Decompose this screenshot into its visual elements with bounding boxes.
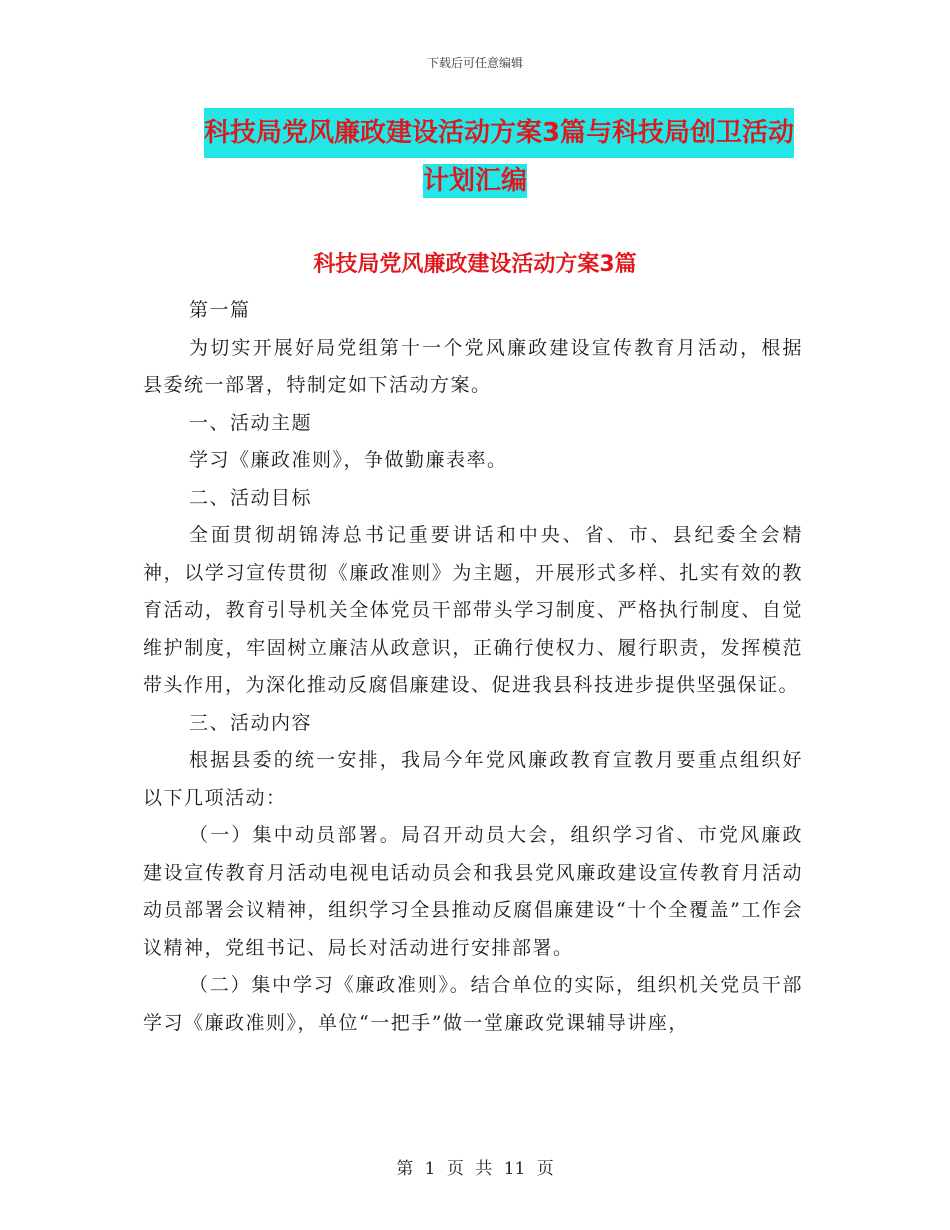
document-title <box>0 108 950 204</box>
paragraph: 二、活动目标 <box>189 486 313 509</box>
paragraph: 学习《廉政准则》，争做勤廉表率。 <box>189 449 508 471</box>
paragraph: 第一篇 <box>189 299 251 321</box>
header-note: 下载后可任意编辑 <box>426 56 523 70</box>
paragraph: 全面贯彻胡锦涛总书记重要讲话和中央、省、市、县纪委全会精神，以学习宣传贯彻《廉政准则》为主题，开展形式多样、扎实有效的教育活动，教育引导机关全体党员干部带头学习制度、严格执行制度、自觉维护制度，牢固树立廉洁从政意识，正确行使权力、履行职责，发挥模范带头作用，为深化推动反腐倡廉建设、促进我县科技进步提供坚强保证。 <box>143 524 803 696</box>
paragraph: 为切实开展好局党组第十一个党风廉政建设宣传教育月活动，根据县委统一部署，特制定如下活动方案。 <box>143 336 803 396</box>
paragraph: （二）集中学习《廉政准则》。结合单位的实际，组织机关党员干部学习《廉政准则》，单位“一把手”做一堂廉政党课辅导讲座， <box>143 974 803 1034</box>
paragraph: 根据县委的统一安排，我局今年党风廉政教育宣教月要重点组织好以下几项活动： <box>143 749 803 809</box>
paragraph: 一、活动主题 <box>189 411 313 434</box>
section-title: 科技局党风廉政建设活动方案3篇 <box>313 252 637 277</box>
paragraph: （一）集中动员部署。局召开动员大会，组织学习省、市党风廉政建设宣传教育月活动电视电话动员会和我县党风廉政建设宣传教育月活动动员部署会议精神，组织学习全县推动反腐倡廉建设“十个全覆盖”工作会议精神，党组书记、局长对活动进行安排部署。 <box>143 824 803 959</box>
document-title-line1: 科技局党风廉政建设活动方案3篇与科技局创卫活动 <box>204 108 794 158</box>
document-body <box>143 292 803 1042</box>
page-footer: 第 1 页 共 11 页 <box>396 1159 554 1179</box>
document-title-line2: 计划汇编 <box>422 166 527 196</box>
paragraph: 三、活动内容 <box>189 711 313 734</box>
